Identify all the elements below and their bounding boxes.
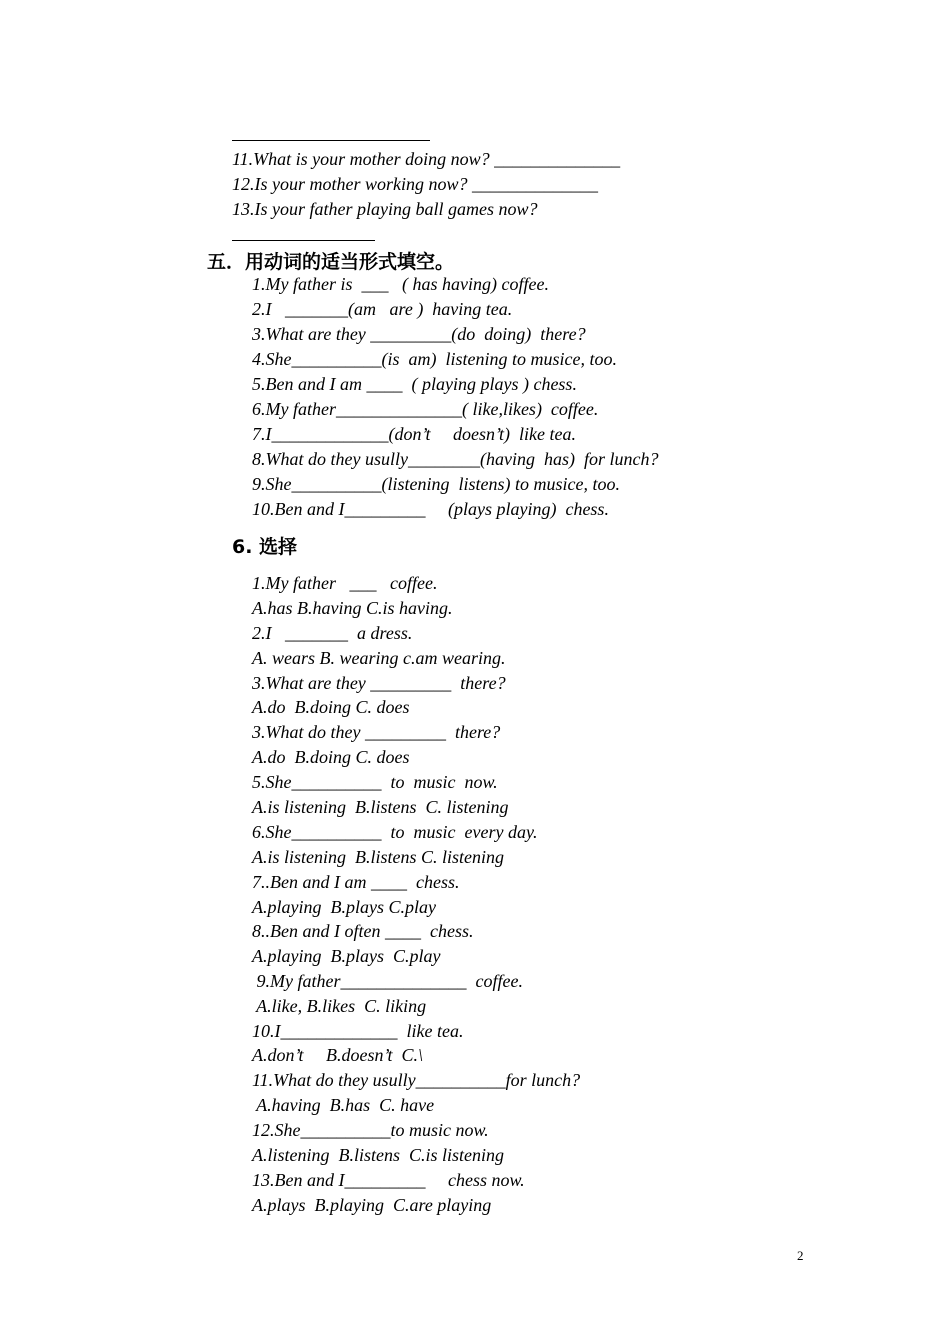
section6-item: A.playing B.plays C.play: [252, 897, 436, 917]
section6-item: A.listening B.listens C.is listening: [252, 1145, 504, 1165]
section6-item: 3.What are they _________ there?: [252, 673, 506, 693]
question-line: 12.Is your mother working now? ______________: [232, 174, 598, 194]
section6-item: A.playing B.plays C.play: [252, 946, 441, 966]
question-line: 11.What is your mother doing now? ______________: [232, 149, 621, 169]
section5-item: 9.She__________(listening listens) to musice, too.: [252, 474, 620, 494]
section6-item: A.plays B.playing C.are playing: [252, 1195, 492, 1215]
section6-item: 10.I_____________ like tea.: [252, 1021, 464, 1041]
section6-item: 1.My father ___ coffee.: [252, 573, 438, 593]
section6-item: 7..Ben and I am ____ chess.: [252, 872, 460, 892]
section6-item: A.do B.doing C. does: [252, 697, 410, 717]
section6-item: A. wears B. wearing c.am wearing.: [252, 648, 506, 668]
section6-item: A.has B.having C.is having.: [252, 598, 453, 618]
section6-item: 12.She__________to music now.: [252, 1120, 489, 1140]
section5-item: 8.What do they usully________(having has) for lunch?: [252, 449, 659, 469]
section6-item: A.having B.has C. have: [252, 1095, 435, 1115]
question-line: 13.Is your father playing ball games now?: [232, 199, 538, 219]
section6-item: 11.What do they usully__________for lunch?: [252, 1070, 581, 1090]
section6-item: A.is listening B.listens C. listening: [252, 847, 504, 867]
section5-item: 4.She__________(is am) listening to musice, too.: [252, 349, 617, 369]
section5-item: 7.I_____________(don’t doesn’t) like tea.: [252, 424, 576, 444]
section6-item: 2.I _______ a dress.: [252, 623, 413, 643]
section6-title: 6. 选择: [232, 536, 298, 558]
section6-item: 5.She__________ to music now.: [252, 772, 498, 792]
answer-blank-line: [232, 140, 430, 141]
section5-item: 1.My father is ___ ( has having) coffee.: [252, 274, 549, 294]
section6-item: A.do B.doing C. does: [252, 747, 410, 767]
section5-title: 五．用动词的适当形式填空。: [207, 251, 455, 273]
section6-item: 13.Ben and I_________ chess now.: [252, 1170, 525, 1190]
answer-blank-line: [232, 240, 375, 241]
page-number: 2: [797, 1248, 804, 1263]
section6-item: 9.My father______________ coffee.: [252, 971, 523, 991]
section5-item: 3.What are they _________(do doing) there?: [252, 324, 586, 344]
section5-item: 10.Ben and I_________ (plays playing) chess.: [252, 499, 609, 519]
section6-item: A.is listening B.listens C. listening: [252, 797, 509, 817]
section6-item: 8..Ben and I often ____ chess.: [252, 921, 474, 941]
section5-item: 6.My father______________( like,likes) coffee.: [252, 399, 599, 419]
section5-item: 2.I _______(am are ) having tea.: [252, 299, 513, 319]
section6-item: A.don’t B.doesn’t C.\: [252, 1045, 423, 1065]
section6-item: 3.What do they _________ there?: [252, 722, 501, 742]
section5-item: 5.Ben and I am ____ ( playing plays ) chess.: [252, 374, 577, 394]
section6-item: 6.She__________ to music every day.: [252, 822, 538, 842]
section6-item: A.like, B.likes C. liking: [252, 996, 427, 1016]
